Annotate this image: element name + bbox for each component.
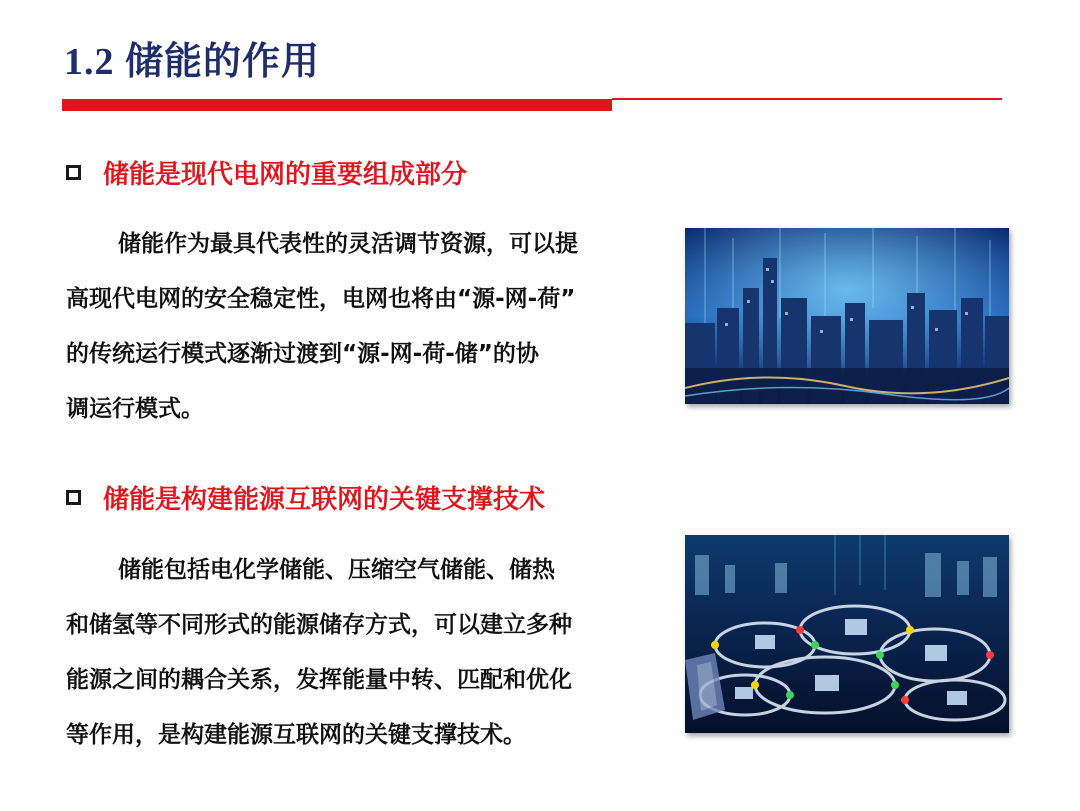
section-body-1: [66, 217, 664, 437]
body-line: 的传统运行模式逐渐过渡到“源-网-荷-储”的协: [66, 341, 539, 367]
body-line: 等作用，是构建能源互联网的关键支撑技术。: [66, 722, 526, 748]
energy-network-image: [685, 535, 1009, 733]
section-heading-text: 储能是构建能源互联网的关键支撑技术: [103, 485, 546, 515]
body-line: 储能作为最具代表性的灵活调节资源，可以提: [118, 231, 578, 257]
body-line: 调运行模式。: [66, 396, 204, 422]
section-heading-1: [66, 154, 467, 191]
title-underline-thin: [612, 98, 1002, 100]
square-bullet-icon: [66, 490, 81, 505]
section-heading-text: 储能是现代电网的重要组成部分: [103, 160, 468, 190]
smart-city-image: [685, 228, 1009, 404]
body-line: 储能包括电化学储能、压缩空气储能、储热: [118, 557, 555, 583]
section-heading-2: [66, 479, 545, 516]
title-underline-thick: [62, 99, 612, 111]
slide-title: 1.2 储能的作用: [64, 41, 321, 83]
body-line: 高现代电网的安全稳定性，电网也将由“源-网-荷”: [66, 286, 576, 312]
square-bullet-icon: [66, 165, 81, 180]
body-line: 和储氢等不同形式的能源储存方式，可以建立多种: [66, 612, 572, 638]
body-line: 能源之间的耦合关系，发挥能量中转、匹配和优化: [66, 667, 572, 693]
section-body-2: [66, 543, 664, 763]
